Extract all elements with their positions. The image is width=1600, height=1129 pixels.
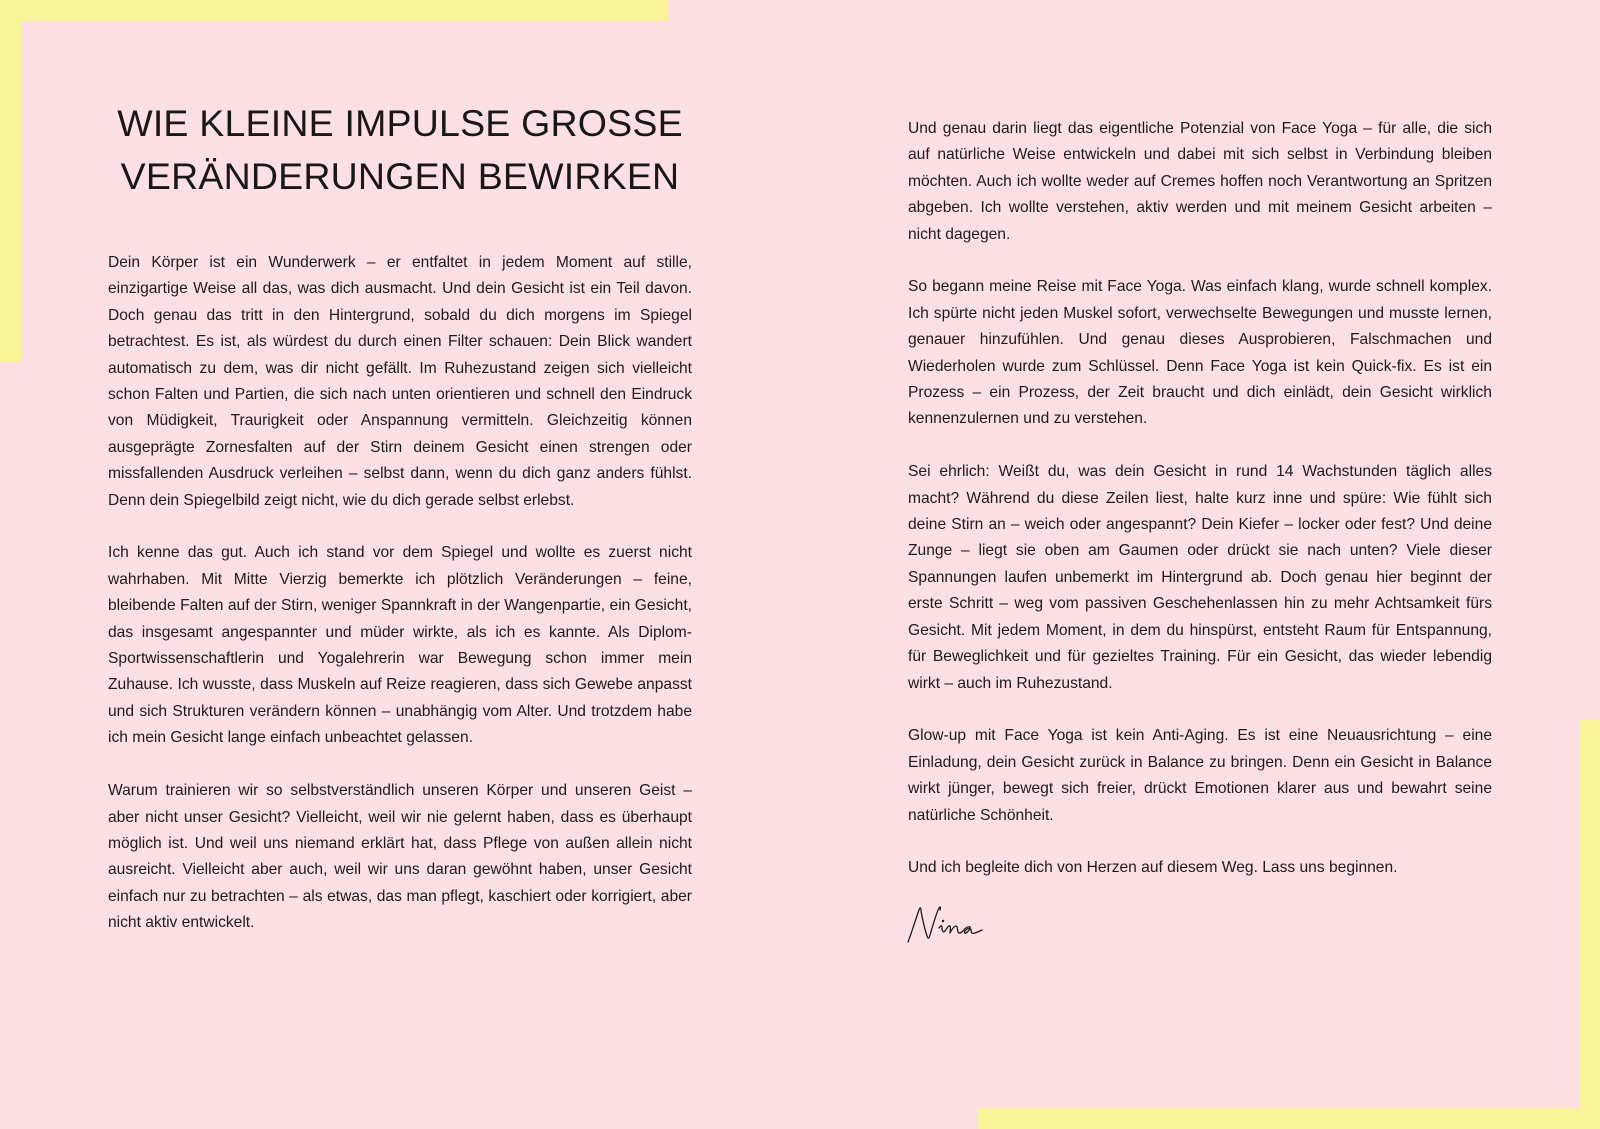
paragraph: Ich kenne das gut. Auch ich stand vor dem Spiegel und wollte es zuerst nicht wahrhaben. Mit Mitte Vierzig bemerkte ich plötzlich Veränderungen – feine, bleibende Falten auf der Stirn, weniger Spannkraft in der Wangenpartie, ein Gesicht, das insgesamt angespannter und müder wirkte, als ich es kannte. Als Diplom-Sportwissenschaftlerin und Yogalehrerin war Bewegung schon immer mein Zuhause. Ich wusste, dass Muskeln auf Reize reagieren, dass sich Gewebe anpasst und sich Strukturen verändern können – unabhängig vom Alter. Und trotzdem habe ich mein Gesicht lange einfach unbeachtet gelassen. <box>108 544 692 747</box>
decorative-band-bottom <box>978 1108 1600 1129</box>
title-line-1: WIE KLEINE IMPULSE GROSSE <box>117 102 683 144</box>
paragraph: Dein Körper ist ein Wunderwerk – er entfaltet in jedem Moment auf stille, einzigartige Weise all das, was dich ausmacht. Und dein Gesicht ist ein Teil davon. Doch genau das tritt in den Hintergrund, sobald du dich morgens im Spiegel betrachtest. Es ist, als würdest du durch einen Filter schauen: Dein Blick wandert automatisch zu dem, was dir nicht gefällt. Im Ruhezustand zeigen sich vielleicht schon Falten und Partien, die sich nach unten orientieren und schnell den Eindruck von Müdigkeit, Traurigkeit oder Anspannung vermitteln. Gleichzeitig können ausgeprägte Zornesfalten auf der Stirn deinem Gesicht einen strengen oder missfallenden Ausdruck verleihen – selbst dann, wenn du dich ganz anders fühlst. Denn dein Spiegelbild zeigt nicht, wie du dich gerade selbst erlebst. <box>108 254 692 509</box>
title-line-2: VERÄNDERUNGEN BEWIRKEN <box>120 155 680 197</box>
paragraph: So begann meine Reise mit Face Yoga. Was einfach klang, wurde schnell komplex. Ich spürte nicht jeden Muskel sofort, verwechselte Bewegungen und musste lernen, genauer hinzufühlen. Und genau dieses Ausprobieren, Falschmachen und Wiederholen wurde zum Schlüssel. Denn Face Yoga ist kein Quick-fix. Es ist ein Prozess – ein Prozess, der Zeit braucht und dich einlädt, dein Gesicht wirklich kennenzulernen und zu verstehen. <box>908 278 1492 428</box>
right-column <box>908 116 1492 882</box>
decorative-band-left <box>0 0 21 362</box>
decorative-band-right <box>1579 720 1600 1129</box>
paragraph: Warum trainieren wir so selbstverständlich unseren Körper und unseren Geist – aber nicht unser Gesicht? Vielleicht, weil wir nie gelernt haben, dass es überhaupt möglich ist. Und weil uns niemand erklärt hat, dass Pflege von außen allein nicht ausreicht. Vielleicht aber auch, weil wir uns daran gewöhnt haben, unser Gesicht einfach nur zu betrachten – als etwas, das man pflegt, kaschiert oder korrigiert, aber nicht aktiv entwickelt. <box>108 782 692 932</box>
paragraph: Und genau darin liegt das eigentliche Potenzial von Face Yoga – für alle, die sich auf natürliche Weise entwickeln und dabei mit sich selbst in Verbindung bleiben möchten. Auch ich wollte weder auf Cremes hoffen noch Verantwortung an Spritzen abgeben. Ich wollte verstehen, aktiv werden und mit meinem Gesicht arbeiten – nicht dagegen. <box>908 120 1492 243</box>
paragraph: Glow-up mit Face Yoga ist kein Anti-Aging. Es ist eine Neuausrichtung – eine Einladung, dein Gesicht zurück in Balance zu bringen. Denn ein Gesicht in Balance wirkt jünger, bewegt sich freier, drückt Emotionen klarer aus und bewahrt seine natürliche Schönheit. <box>908 727 1492 824</box>
left-column <box>108 250 692 937</box>
paragraph: Sei ehrlich: Weißt du, was dein Gesicht in rund 14 Wachstunden täglich alles macht? Während du diese Zeilen liest, halte kurz inne und spüre: Wie fühlt sich deine Stirn an – weich oder angespannt? Dein Kiefer – locker oder fest? Und deine Zunge – liegt sie oben am Gaumen oder drückt sie nach unten? Viele dieser Spannungen laufen unbemerkt im Hintergrund ab. Doch genau hier beginnt der erste Schritt – weg vom passiven Geschehenlassen hin zu mehr Achtsamkeit fürs Gesicht. Mit jedem Moment, in dem du hinspürst, entsteht Raum für Entspannung, für Beweglichkeit und für gezieltes Training. Für ein Gesicht, das wieder lebendig wirkt – auch im Ruhezustand. <box>908 463 1492 692</box>
page-title <box>108 97 692 203</box>
paragraph: Und ich begleite dich von Herzen auf diesem Weg. Lass uns beginnen. <box>908 859 1398 877</box>
signature-nina <box>906 898 1002 946</box>
decorative-band-top <box>0 0 668 21</box>
